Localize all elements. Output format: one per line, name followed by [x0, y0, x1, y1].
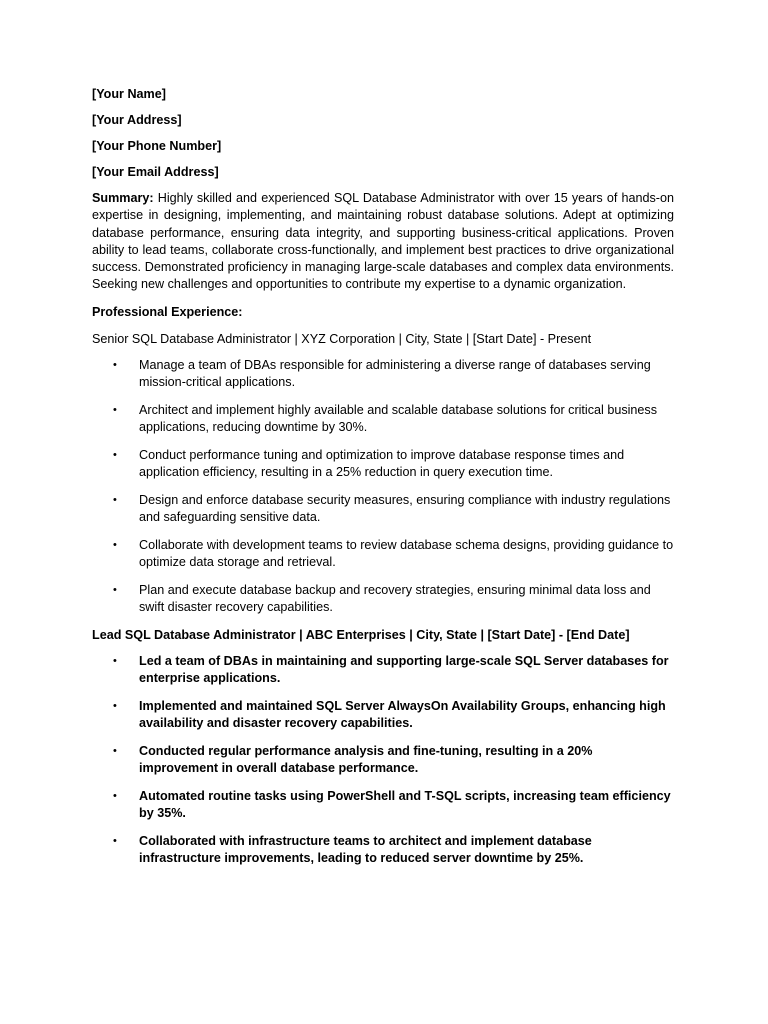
list-item: [92, 788, 674, 823]
bullet-icon: •: [113, 789, 117, 802]
bullet-icon: •: [113, 744, 117, 757]
list-item: [92, 357, 674, 392]
summary-text: Highly skilled and experienced SQL Database Administrator with over 15 years of hands-on expertise in designing, implementing, and maintaining robust database solutions. Adept at optimizing database performance, ensuring data integrity, and supporting business-critical applications. Proven ability to lead teams, collaborate cross-functionally, and implement best practices to drive organizational success. Demonstrated proficiency in managing large-scale databases and complex data environments. Seeking new challenges and opportunities to contribute my expertise to a dynamic organization.: [92, 191, 674, 292]
job-2-bullet-list: [92, 653, 674, 868]
bullet-text: Manage a team of DBAs responsible for administering a diverse range of databases serving mission-critical applications.: [139, 357, 651, 390]
bullet-text: Design and enforce database security measures, ensuring compliance with industry regulations and safeguarding sensitive data.: [139, 492, 671, 525]
bullet-text: Collaborated with infrastructure teams to architect and implement database infrastructure improvements, leading to reduced server downtime by 25%.: [139, 833, 592, 865]
bullet-text: Conducted regular performance analysis and fine-tuning, resulting in a 20% improvement in overall database performance.: [139, 743, 593, 775]
job-1-bullet-list: [92, 357, 674, 617]
bullet-icon: •: [113, 699, 117, 712]
bullet-icon: •: [113, 448, 117, 461]
experience-heading: Professional Experience:: [92, 304, 243, 319]
bullet-text: Conduct performance tuning and optimization to improve database response times and application efficiency, resulting in a 25% reduction in query execution time.: [139, 447, 625, 480]
bullet-text: Architect and implement highly available and scalable database solutions for critical business applications, reducing downtime by 30%.: [139, 402, 658, 435]
summary-label: Summary:: [92, 191, 154, 205]
contact-name: [Your Name]: [92, 87, 166, 101]
bullet-icon: •: [113, 834, 117, 847]
job-title-1: Senior SQL Database Administrator | XYZ Corporation | City, State | [Start Date] - Present: [92, 331, 592, 346]
bullet-icon: •: [113, 493, 117, 506]
list-item: [92, 492, 674, 527]
contact-phone: [Your Phone Number]: [92, 139, 222, 153]
bullet-icon: •: [113, 358, 117, 371]
job-title-2: Lead SQL Database Administrator | ABC Enterprises | City, State | [Start Date] - [End Date]: [92, 627, 630, 642]
contact-address: [Your Address]: [92, 113, 182, 127]
summary-paragraph: [92, 190, 674, 294]
bullet-text: Collaborate with development teams to review database schema designs, providing guidance to optimize data storage and retrieval.: [139, 537, 674, 570]
list-item: [92, 743, 674, 778]
contact-email: [Your Email Address]: [92, 165, 219, 179]
list-item: [92, 582, 674, 617]
bullet-icon: •: [113, 538, 117, 551]
bullet-text: Implemented and maintained SQL Server AlwaysOn Availability Groups, enhancing high availability and disaster recovery capabilities.: [139, 698, 666, 730]
list-item: [92, 833, 674, 868]
list-item: [92, 447, 674, 482]
list-item: [92, 698, 674, 733]
bullet-text: Plan and execute database backup and recovery strategies, ensuring minimal data loss and swift disaster recovery capabilities.: [139, 582, 651, 614]
bullet-text: Automated routine tasks using PowerShell and T-SQL scripts, increasing team efficiency by 35%.: [139, 788, 671, 820]
bullet-text: Led a team of DBAs in maintaining and supporting large-scale SQL Server databases for enterprise applications.: [139, 653, 669, 685]
bullet-icon: •: [113, 403, 117, 416]
list-item: [92, 537, 674, 572]
list-item: [92, 653, 674, 688]
bullet-icon: •: [113, 583, 117, 596]
bullet-icon: •: [113, 654, 117, 667]
list-item: [92, 402, 674, 437]
